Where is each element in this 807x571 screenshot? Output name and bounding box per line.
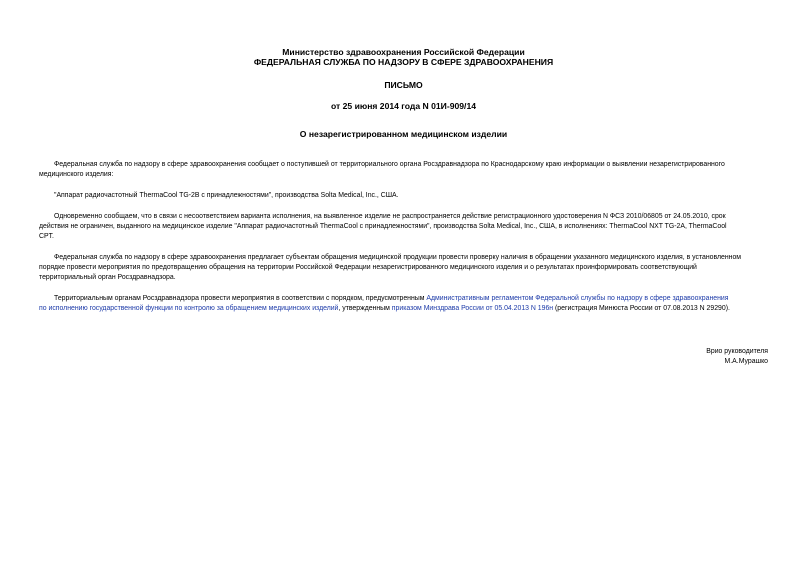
paragraph-2-line-1: "Аппарат радиочастотный ThermaCool TG-2B с принадлежностями", производства Solta Medical, Inc., США. — [54, 192, 399, 199]
signature-name: М.А.Мурашко — [724, 358, 768, 365]
paragraph-4-line-2: порядке провести мероприятия по предотвращению обращения на территории Российской Федерации незарегистрированного медицинского изделия и о результатах проинформировать соответствующий — [39, 264, 697, 271]
paragraph-5-text-1: Территориальным органам Росздравнадзора провести мероприятия в соответствии с порядком, предусмотренным — [54, 295, 425, 302]
paragraph-4-line-1: Федеральная служба по надзору в сфере здравоохранения предлагает субъектам обращения медицинской продукции провести проверку наличия в обращении указанного медицинского изделия, в установленном — [54, 254, 742, 261]
paragraph-1-line-1: Федеральная служба по надзору в сфере здравоохранения сообщает о поступившей от территориального органа Росздравнадзора по Краснодарскому краю информации о выявлении незарегистрированного — [54, 161, 725, 168]
signature-position: Врио руководителя — [706, 348, 768, 355]
regulation-link[interactable]: Административным регламентом Федеральной службы по надзору в сфере здравоохранения — [426, 295, 729, 302]
paragraph-1 — [39, 160, 725, 180]
paragraph-4-line-3: территориальный орган Росздравнадзора. — [39, 274, 176, 281]
paragraph-3 — [39, 212, 727, 242]
ministry-title: Министерство здравоохранения Российской Федерации — [282, 47, 525, 57]
paragraph-5-line-2 — [39, 304, 730, 314]
paragraph-2 — [39, 191, 399, 201]
paragraph-3-line-3: CPT. — [39, 233, 54, 240]
paragraph-3-line-2: действия не ограничен, выданного на медицинское изделие "Аппарат радиочастотный ThermaCool с принадлежностями", производства Solta Medical, Inc., США, в исполнениях: ThermaCool NXT TG-2A, ThermaCool — [39, 223, 727, 230]
document-type: ПИСЬМО — [384, 80, 423, 90]
paragraph-1-line-2: медицинского изделия: — [39, 171, 114, 178]
service-title: ФЕДЕРАЛЬНАЯ СЛУЖБА ПО НАДЗОРУ В СФЕРЕ ЗДРАВООХРАНЕНИЯ — [253, 57, 554, 67]
regulation-link-continued[interactable]: по исполнению государственной функции по контролю за обращением медицинских изделий — [39, 305, 339, 312]
paragraph-4 — [39, 253, 741, 283]
order-link[interactable]: приказом Минздрава России от 05.04.2013 N 196н — [391, 305, 554, 312]
paragraph-5-text-2: , утвержденным — [338, 305, 390, 312]
paragraph-3-line-1: Одновременно сообщаем, что в связи с несоответствием варианта исполнения, на выявленное изделие не распространяется действие регистрационного удостоверения N ФСЗ 2010/06805 от 24.05.2010, срок — [54, 213, 726, 220]
paragraph-5-text-3: (регистрация Минюста России от 07.08.2013 N 29290). — [555, 305, 730, 312]
document-date-number: от 25 июня 2014 года N 01И-909/14 — [331, 101, 476, 111]
paragraph-5 — [39, 294, 730, 314]
document-subject: О незарегистрированном медицинском изделии — [299, 129, 508, 139]
paragraph-5-line-1 — [39, 294, 730, 304]
